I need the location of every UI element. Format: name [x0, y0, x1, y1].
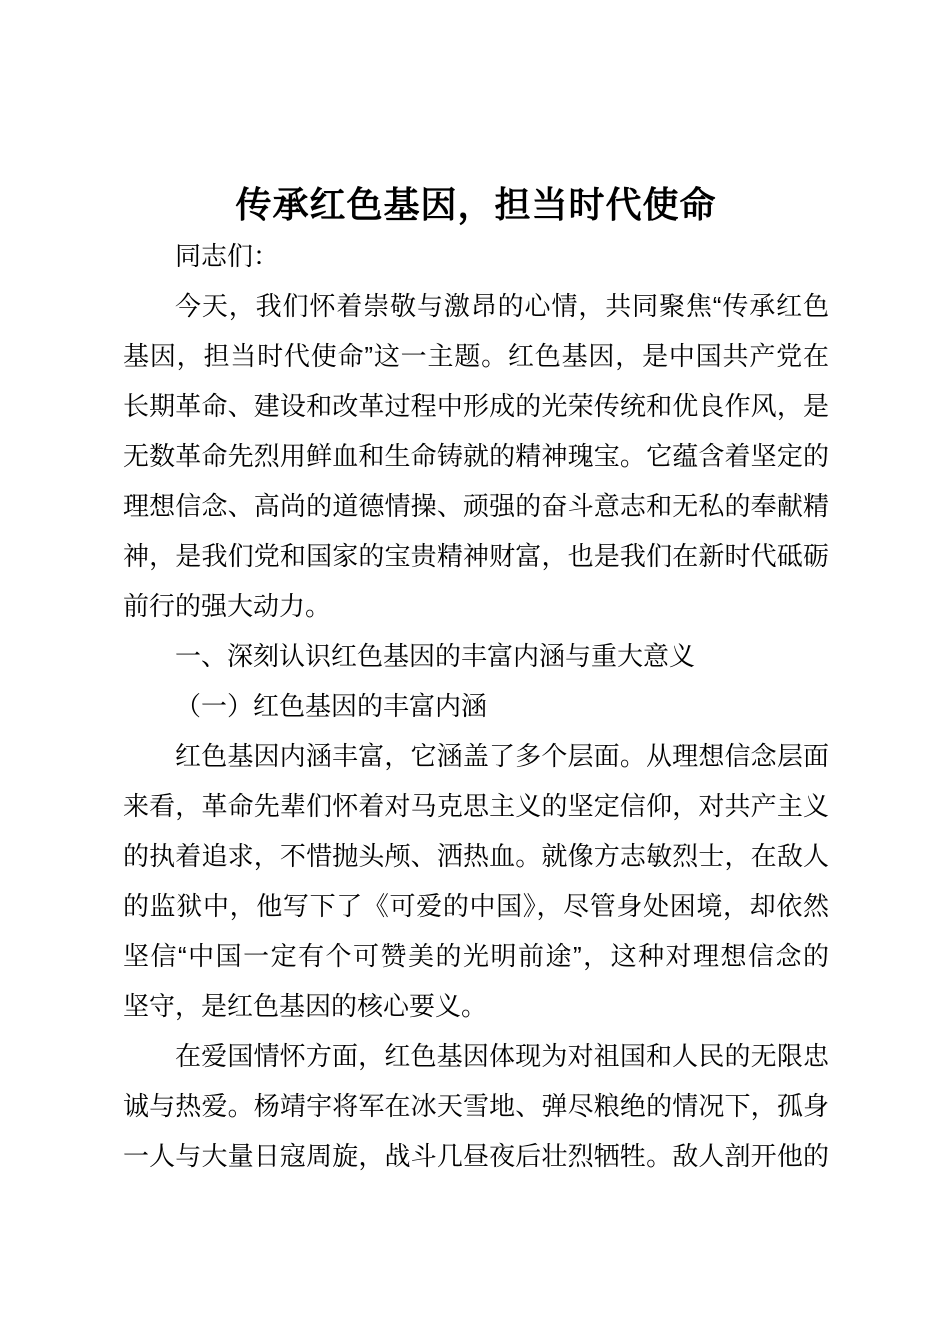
text-line: 无数革命先烈用鲜血和生命铸就的精神瑰宝。它蕴含着坚定的: [123, 441, 829, 471]
text-line: 同志们：: [175, 241, 280, 271]
text-line: 理想信念、高尚的道德情操、顽强的奋斗意志和无私的奉献精: [123, 491, 829, 521]
text-line: 长期革命、建设和改革过程中形成的光荣传统和优良作风，是: [123, 391, 829, 421]
paragraph-body: [123, 1031, 829, 1181]
text-line: 红色基因内涵丰富，它涵盖了多个层面。从理想信念层面: [175, 741, 829, 771]
text-line: 的监狱中，他写下了《可爱的中国》，尽管身处困境，却依然: [123, 891, 829, 921]
paragraph-heading-level-2: [123, 681, 829, 731]
paragraph-heading-level-1: [123, 631, 829, 681]
document-title: 传承红色基因，担当时代使命: [235, 184, 717, 225]
text-line: 一、深刻认识红色基因的丰富内涵与重大意义: [175, 641, 696, 671]
text-line: 基因，担当时代使命”这一主题。红色基因，是中国共产党在: [123, 341, 829, 371]
text-line: 来看，革命先辈们怀着对马克思主义的坚定信仰，对共产主义: [123, 791, 829, 821]
text-line: 的执着追求，不惜抛头颅、洒热血。就像方志敏烈士，在敌人: [123, 841, 829, 871]
paragraph-body: [123, 281, 829, 631]
text-line: 坚信“中国一定有个可赞美的光明前途”，这种对理想信念的: [123, 941, 829, 971]
text-line: 坚守，是红色基因的核心要义。: [123, 991, 488, 1021]
text-line: 今天，我们怀着崇敬与激昂的心情，共同聚焦“传承红色: [175, 291, 829, 321]
text-line: 诚与热爱。杨靖宇将军在冰天雪地、弹尽粮绝的情况下，孤身: [123, 1091, 829, 1121]
text-line: 神，是我们党和国家的宝贵精神财富，也是我们在新时代砥砺: [123, 541, 829, 571]
text-line: 一人与大量日寇周旋，战斗几昼夜后壮烈牺牲。敌人剖开他的: [123, 1141, 829, 1171]
text-line: 在爱国情怀方面，红色基因体现为对祖国和人民的无限忠: [175, 1041, 829, 1071]
text-line: （一）红色基因的丰富内涵: [175, 691, 488, 721]
text-line: 前行的强大动力。: [123, 591, 332, 621]
paragraph-salutation: [123, 231, 829, 281]
paragraph-body: [123, 731, 829, 1031]
document-body: [123, 231, 829, 1181]
